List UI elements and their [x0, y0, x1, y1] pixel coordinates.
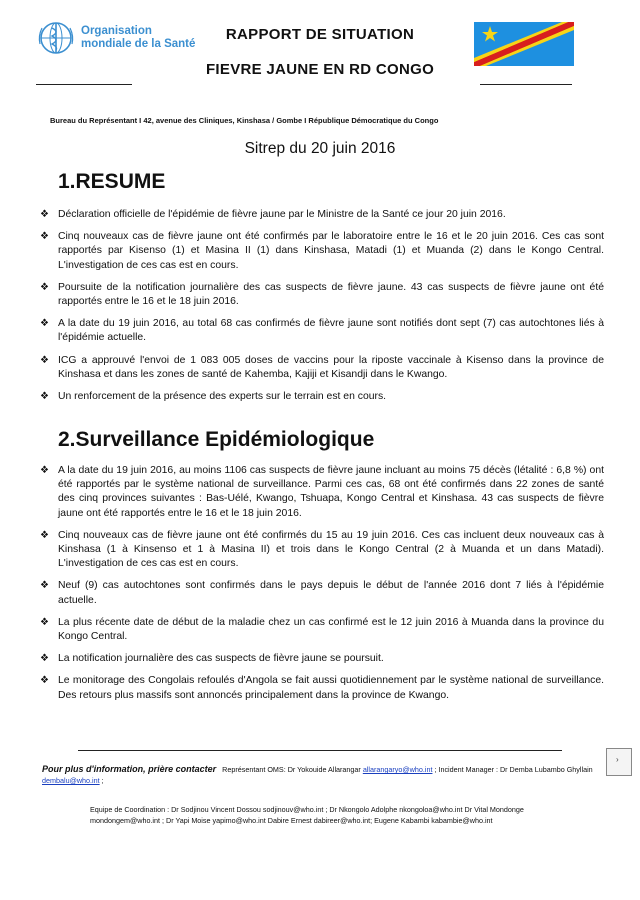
surveillance-list: [40, 464, 604, 711]
list-item-text: A la date du 19 juin 2016, au moins 1106 cas suspects de fièvre jaune incluant au moins 75 décès (létalité : 6,8 %) ont été rapportés par le système national de surveillance. Parmi ces cas, 68 ont été confirmés dans 22 zones de santé des cinq provinces suivantes : Bas-Uélé, Kwango, Tshuapa, Kongo Central et Kinshasa. 43 cas suspects de fièvre jaune ont été rapportés entre le 16 et le 18 juin 2016.: [58, 465, 604, 519]
list-item-text: A la date du 19 juin 2016, au total 68 cas confirmés de fièvre jaune sont notifiés dont sept (7) cas autochtones liés à l'épidémie actuelle.: [58, 318, 604, 344]
diamond-bullet-icon: ❖: [40, 281, 49, 293]
list-item-text: La plus récente date de début de la maladie chez un cas confirmé est le 12 juin 2016 à Muanda dans la province du Kongo Central.: [58, 616, 604, 643]
list-item-text: ICG a approuvé l'envoi de 1 083 005 doses de vaccins pour la riposte vaccinale à Kisenso dans la province de Kinshasa et dans les zones de santé de Kahemba, Kajiji et Kisandji dans le Kwango.: [58, 354, 604, 380]
report-title: [170, 26, 470, 78]
header-rule-left: [36, 84, 132, 85]
list-item: [40, 674, 604, 702]
list-item-text: Déclaration officielle de l'épidémie de fièvre jaune par le Ministre de la Santé ce jour 20 juin 2016.: [58, 209, 506, 220]
diamond-bullet-icon: ❖: [40, 529, 49, 541]
footer-contact: [42, 764, 602, 786]
email-link-yapi[interactable]: yapimo@who.int: [212, 816, 266, 825]
drc-flag-icon: [474, 22, 574, 66]
who-name-line2: mondiale de la Santé: [81, 38, 196, 50]
list-item: [40, 281, 604, 309]
list-item: [40, 579, 604, 607]
diamond-bullet-icon: ❖: [40, 675, 49, 687]
bureau-address: Bureau du Représentant I 42, avenue des Cliniques, Kinshasa / Gombe I République Démocratique du Congo: [50, 116, 439, 125]
diamond-bullet-icon: ❖: [40, 231, 49, 243]
list-item: [40, 616, 604, 644]
list-item-text: Neuf (9) cas autochtones sont confirmés dans le pays depuis le début de l'année 2016 dont 7 liés à l'épidémie actuelle.: [58, 580, 604, 606]
resume-list: [40, 208, 604, 412]
list-item-text: Poursuite de la notification journalière des cas suspects de fièvre jaune. 43 cas suspects de fièvre jaune ont été rapportés entre le 16 et le 18 juin 2016.: [58, 281, 604, 308]
list-item: [40, 390, 604, 404]
report-title-line1: RAPPORT DE SITUATION: [225, 26, 415, 43]
footer-team-mid3: ; Dr Yapi Moise: [162, 816, 211, 825]
who-name-line1: Organisation: [81, 25, 152, 37]
diamond-bullet-icon: ❖: [40, 391, 49, 403]
email-link-nkongolo[interactable]: nkongoloa@who.int: [399, 805, 463, 814]
header-rule-right: [480, 84, 572, 85]
diamond-bullet-icon: ❖: [40, 580, 49, 592]
report-title-line2: FIEVRE JAUNE EN RD CONGO: [205, 61, 435, 78]
section-title-resume: 1.RESUME: [58, 170, 166, 193]
sitrep-date: Sitrep du 20 juin 2016: [244, 140, 396, 157]
footer-team-mid2: Dr Vital Mondonge: [464, 805, 524, 814]
email-link-dabire[interactable]: dabireer@who.int;: [313, 816, 373, 825]
diamond-bullet-icon: ❖: [40, 318, 49, 330]
footer-team-mid1: ; Dr Nkongolo Adolphe: [325, 805, 398, 814]
footer-contact-lead: Pour plus d'information, prière contacter: [42, 764, 217, 774]
footer-rule: [78, 750, 562, 751]
email-link-incident-manager[interactable]: dembalu@who.int: [42, 776, 100, 785]
diamond-bullet-icon: ❖: [40, 653, 49, 665]
chevron-right-icon: ›: [616, 755, 619, 764]
list-item: [40, 652, 604, 666]
footer-incident: ; Incident Manager : Dr Demba Lubambo Ghyllain: [434, 765, 593, 774]
list-item-text: Cinq nouveaux cas de fièvre jaune ont été confirmés par le laboratoire entre le 16 et le 20 juin 2016. Ces cas sont rapportés par Kisenso (1) et Masina II (1) dans Kinshasa, Matadi (1) et Muanda (2) dans le Kongo Central. L'investigation de ces cas est en cours.: [58, 231, 604, 271]
diamond-bullet-icon: ❖: [40, 209, 49, 220]
diamond-bullet-icon: ❖: [40, 465, 49, 476]
list-item: [40, 317, 604, 345]
list-item-text: La notification journalière des cas suspects de fièvre jaune se poursuit.: [58, 653, 384, 665]
footer-team-mid4: Dabire Ernest: [267, 816, 312, 825]
list-item: [40, 529, 604, 572]
who-emblem-icon: [36, 18, 76, 58]
list-item-text: Cinq nouveaux cas de fièvre jaune ont été confirmés du 15 au 19 juin 2016. Ces cas incluent deux nouveaux cas à Kinshasa (1 à Kinsenso et 1 à Masina II) et trois dans le Kongo Central (2 à Muanda et un dans Matadi). L'investigation de ces cas est en cours.: [58, 529, 604, 570]
email-link-sodjinou[interactable]: sodjinouv@who.int: [262, 805, 324, 814]
footer-team-mid5: Eugene Kabambi: [374, 816, 430, 825]
email-link-kabambi[interactable]: kabambie@who.int: [431, 816, 493, 825]
footer-team-prefix: Equipe de Coordination : Dr Sodjinou Vincent Dossou: [90, 805, 261, 814]
diamond-bullet-icon: ❖: [40, 616, 49, 628]
list-item: [40, 464, 604, 521]
list-item: [40, 208, 604, 222]
list-item: [40, 354, 604, 382]
email-link-mondonge[interactable]: mondongem@who.int: [90, 816, 161, 825]
list-item-text: Le monitorage des Congolais refoulés d'Angola se fait aussi quotidiennement par le système national de surveillance. Des retours plus massifs sont annoncés principalement dans la province de Kwango.: [58, 675, 604, 701]
footer-team: [90, 804, 560, 826]
page-curl-button[interactable]: [606, 748, 632, 776]
list-item: [40, 230, 604, 273]
list-item-text: Un renforcement de la présence des experts sur le terrain est en cours.: [58, 391, 387, 403]
diamond-bullet-icon: ❖: [40, 354, 49, 366]
email-link-representative[interactable]: allarangaryo@who.int: [362, 765, 433, 774]
footer-rep: Représentant OMS: Dr Yokouide Allarangar: [222, 765, 361, 774]
footer-incident-suffix: ;: [101, 776, 104, 785]
section-title-surveillance: 2.Surveillance Epidémiologique: [58, 428, 375, 451]
